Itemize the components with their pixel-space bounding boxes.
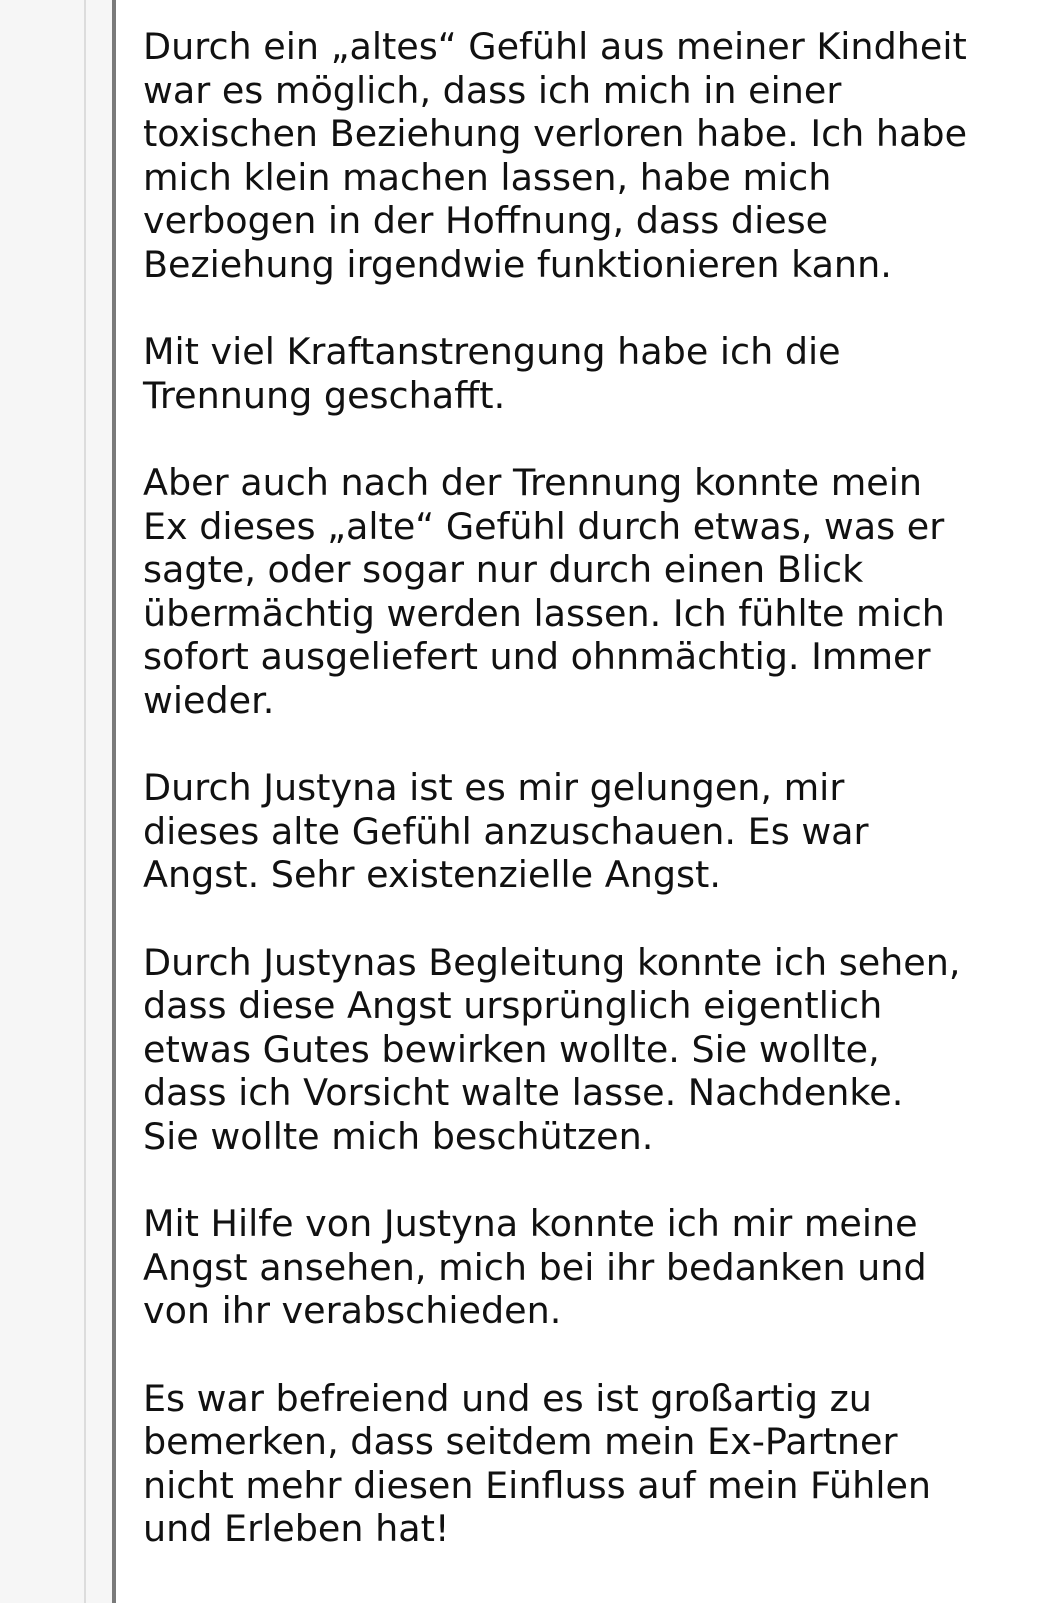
paragraph: Durch Justynas Begleitung konnte ich sehen, dass diese Angst ursprünglich eigentlich etwas Gutes bewirken wollte. Sie wollte, dass ich Vorsicht walte lasse. Nachdenke. Sie wollte mich beschützen. — [143, 940, 961, 1158]
quote-bar — [112, 0, 116, 1603]
paragraph: Aber auch nach der Trennung konnte mein Ex dieses „alte“ Gefühl durch etwas, was er sagte, oder sogar nur durch einen Blick übermächtig werden lassen. Ich fühlte mich sofort ausgeliefert und ohnmächtig. Immer wieder. — [143, 461, 945, 722]
paragraph: Mit Hilfe von Justyna konnte ich mir meine Angst ansehen, mich bei ihr bedanken und von ihr verabschieden. — [143, 1202, 927, 1332]
left-margin — [0, 0, 112, 1603]
testimonial-text — [143, 25, 1033, 1551]
paragraph: Mit viel Kraftanstrengung habe ich die Trennung geschafft. — [143, 330, 841, 417]
paragraph: Durch ein „altes“ Gefühl aus meiner Kindheit war es möglich, dass ich mich in einer toxischen Beziehung verloren habe. Ich habe mich klein machen lassen, habe mich verbogen in der Hoffnung, dass diese Beziehung irgendwie funktionieren kann. — [143, 25, 968, 286]
paragraph: Durch Justyna ist es mir gelungen, mir dieses alte Gefühl anzuschauen. Es war Angst. Sehr existenzielle Angst. — [143, 766, 869, 896]
paragraph: Es war befreiend und es ist großartig zu bemerken, dass seitdem mein Ex-Partner nicht mehr diesen Einfluss auf mein Fühlen und Erleben hat! — [143, 1376, 932, 1550]
margin-divider — [84, 0, 86, 1603]
